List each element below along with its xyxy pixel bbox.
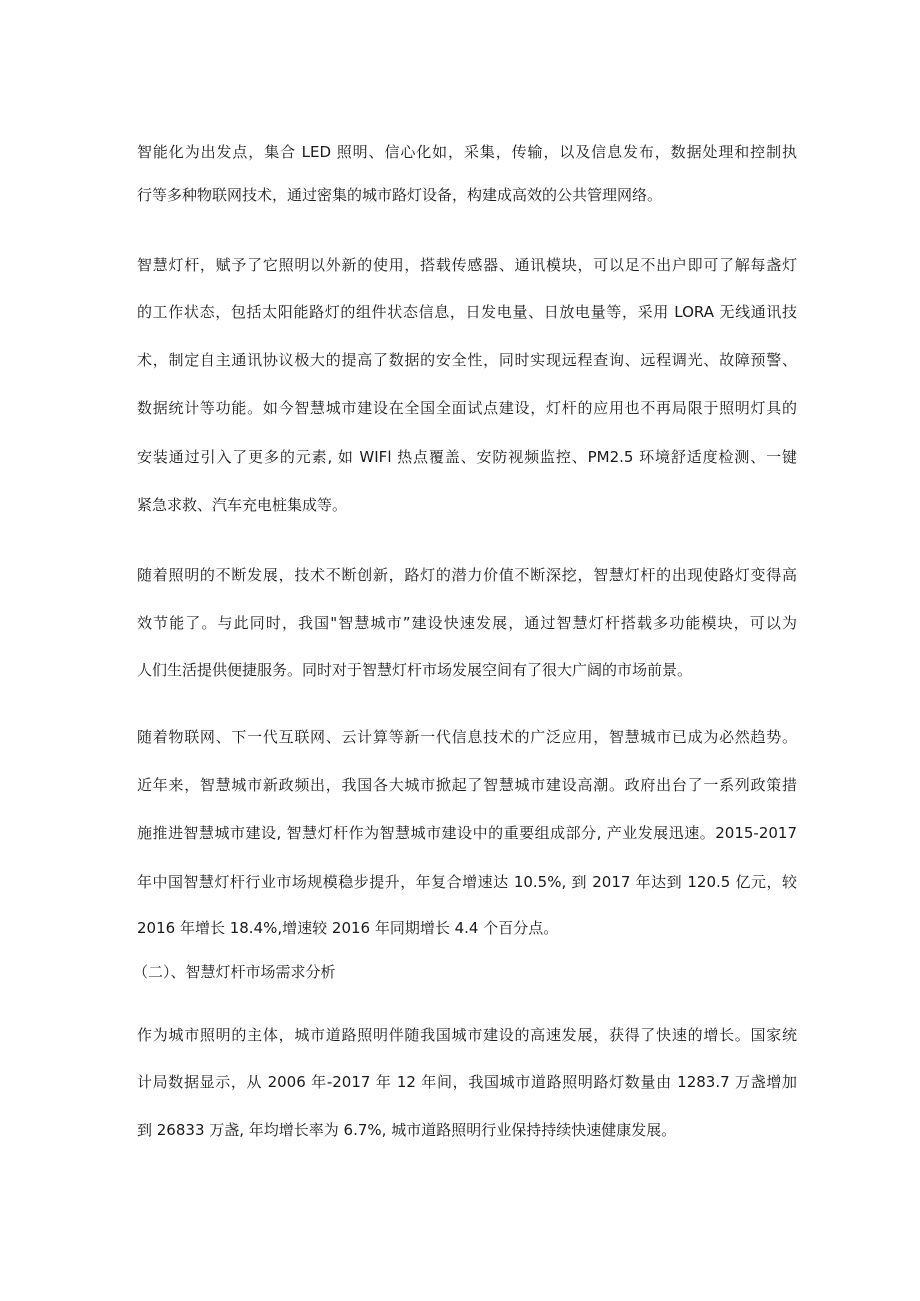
paragraph-6-line-3: 到 26833 万盏, 年均增长率为 6.7%, 城市道路照明行业保持持续快速健康发展。 [137, 1121, 677, 1139]
paragraph-4-line-2: 近年来，智慧城市新政频出，我国各大城市掀起了智慧城市建设高潮。政府出台了一系列政策措 [137, 776, 797, 794]
paragraph-2-line-6: 紧急求救、汽车充电桩集成等。 [137, 496, 348, 514]
paragraph-3-line-3: 人们生活提供便捷服务。同时对于智慧灯杆市场发展空间有了很大广阔的市场前景。 [137, 661, 693, 679]
paragraph-2-line-2: 的工作状态，包括太阳能路灯的组件状态信息，日发电量、日放电量等，采用 LORA 无线通讯技 [137, 303, 797, 321]
section-heading: （二）、智慧灯杆市场需求分析 [133, 963, 336, 981]
paragraph-6-line-2: 计局数据显示，从 2006 年-2017 年 12 年间，我国城市道路照明路灯数量由 1283.7 万盏增加 [137, 1073, 797, 1091]
paragraph-4-line-5: 2016 年增长 18.4%,增速较 2016 年同期增长 4.4 个百分点。 [137, 919, 559, 937]
paragraph-4-line-4: 年中国智慧灯杆行业市场规模稳步提升，年复合增速达 10.5%, 到 2017 年达到 120.5 亿元，较 [137, 873, 797, 891]
paragraph-4-line-1: 随着物联网、下一代互联网、云计算等新一代信息技术的广泛应用，智慧城市已成为必然趋势。 [137, 728, 797, 746]
paragraph-1-line-1: 智能化为出发点，集合 LED 照明、信心化如，采集，传输，以及信息发布，数据处理和控制执 [137, 143, 797, 161]
paragraph-3-line-1: 随着照明的不断发展，技术不断创新，路灯的潜力价值不断深挖，智慧灯杆的出现使路灯变得高 [137, 566, 797, 584]
paragraph-6-line-1: 作为城市照明的主体，城市道路照明伴随我国城市建设的高速发展，获得了快速的增长。国家统 [137, 1026, 797, 1044]
paragraph-2-line-1: 智慧灯杆，赋予了它照明以外新的使用，搭载传感器、通讯模块，可以足不出户即可了解每盏灯 [137, 256, 797, 274]
paragraph-3-line-2: 效节能了。与此同时，我国"智慧城市”建设快速发展，通过智慧灯杆搭载多功能模块，可以为 [137, 614, 797, 632]
paragraph-4-line-3: 施推进智慧城市建设, 智慧灯杆作为智慧城市建设中的重要组成部分, 产业发展迅速。2015-2017 [137, 824, 797, 842]
paragraph-2-line-3: 术，制定自主通讯协议极大的提高了数据的安全性，同时实现远程查询、远程调光、故障预警、 [137, 351, 797, 369]
paragraph-1-line-2: 行等多种物联网技术，通过密集的城市路灯设备，构建成高效的公共管理网络。 [137, 186, 663, 204]
paragraph-2-line-5: 安装通过引入了更多的元素, 如 WIFl 热点覆盖、安防视频监控、PM2.5 环境舒适度检测、一键 [137, 448, 797, 466]
paragraph-2-line-4: 数据统计等功能。如今智慧城市建设在全国全面试点建设，灯杆的应用也不再局限于照明灯具的 [137, 399, 797, 417]
